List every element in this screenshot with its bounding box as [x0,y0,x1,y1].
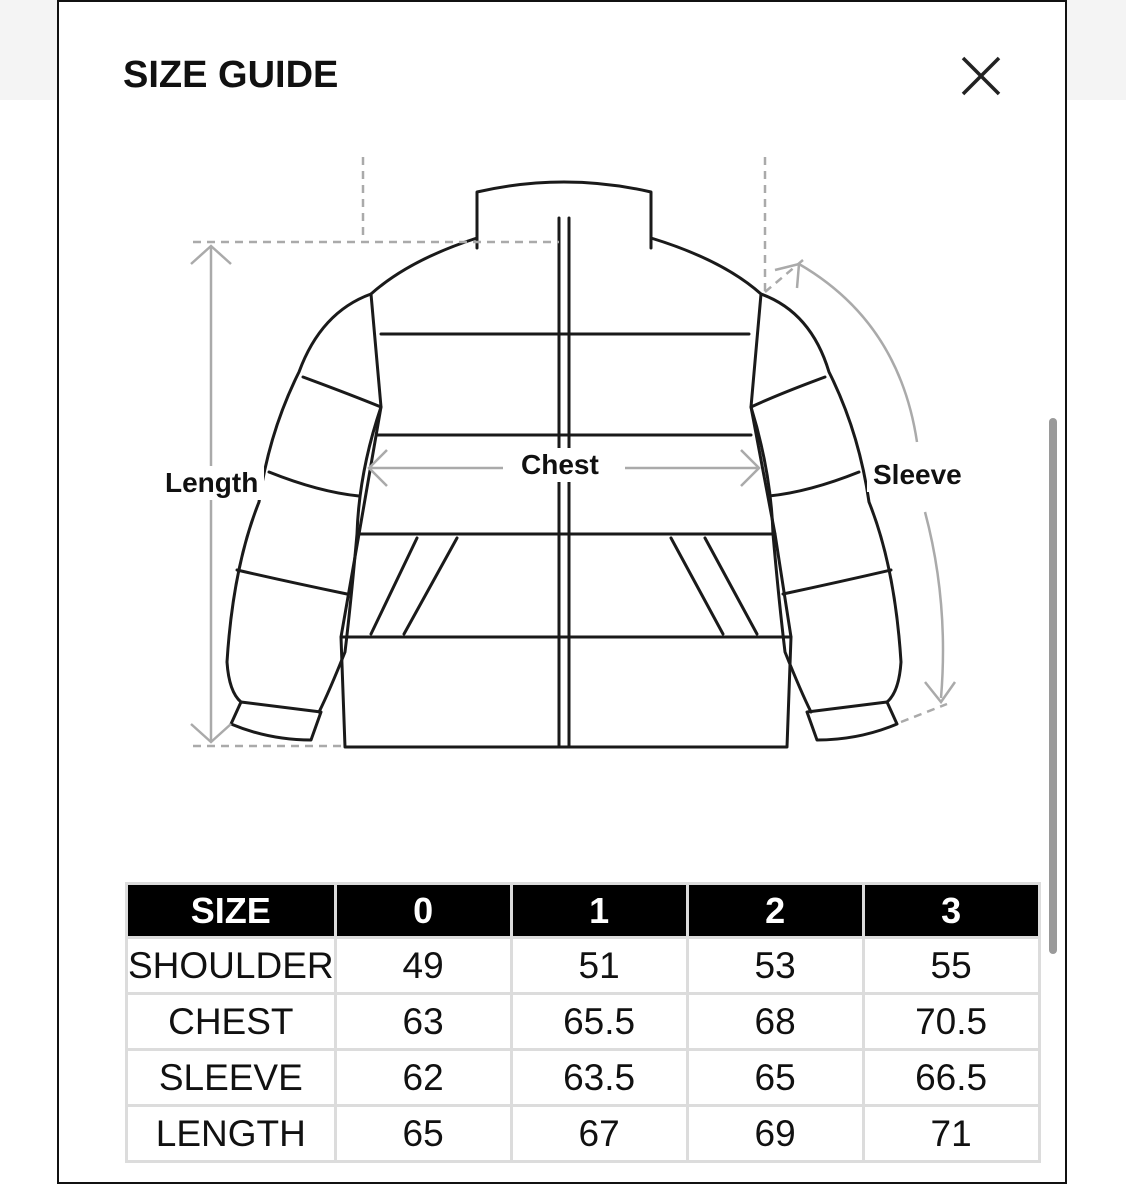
table-cell: 55 [863,938,1039,994]
table-cell: 65.5 [511,994,687,1050]
header-size-2: 2 [687,884,863,938]
header-size-0: 0 [335,884,511,938]
jacket-illustration [59,2,1067,822]
header-size: SIZE [127,884,336,938]
sleeve-label: Sleeve [867,458,968,492]
header-size-1: 1 [511,884,687,938]
table-cell: 71 [863,1106,1039,1162]
header-size-3: 3 [863,884,1039,938]
table-cell: 63 [335,994,511,1050]
row-label-shoulder: SHOULDER [127,938,336,994]
table-row [127,938,1040,994]
row-label-sleeve: SLEEVE [127,1050,336,1106]
row-label-chest: CHEST [127,994,336,1050]
table-row [127,1106,1040,1162]
chest-label: Chest [515,448,605,482]
table-cell: 66.5 [863,1050,1039,1106]
table-cell: 49 [335,938,511,994]
table-cell: 69 [687,1106,863,1162]
table-row [127,994,1040,1050]
jacket-diagram [59,2,1067,822]
size-guide-modal [57,0,1067,1184]
table-cell: 67 [511,1106,687,1162]
modal-scrollbar[interactable] [1047,2,1061,1182]
size-table [125,882,1041,1163]
scrollbar-thumb[interactable] [1049,418,1057,954]
table-cell: 51 [511,938,687,994]
table-cell: 53 [687,938,863,994]
table-cell: 65 [335,1106,511,1162]
table-row [127,1050,1040,1106]
table-cell: 70.5 [863,994,1039,1050]
row-label-length: LENGTH [127,1106,336,1162]
table-cell: 68 [687,994,863,1050]
table-cell: 65 [687,1050,863,1106]
modal-title: SIZE GUIDE [123,54,339,96]
table-cell: 62 [335,1050,511,1106]
length-label: Length [159,466,264,500]
table-header-row [127,884,1040,938]
table-cell: 63.5 [511,1050,687,1106]
